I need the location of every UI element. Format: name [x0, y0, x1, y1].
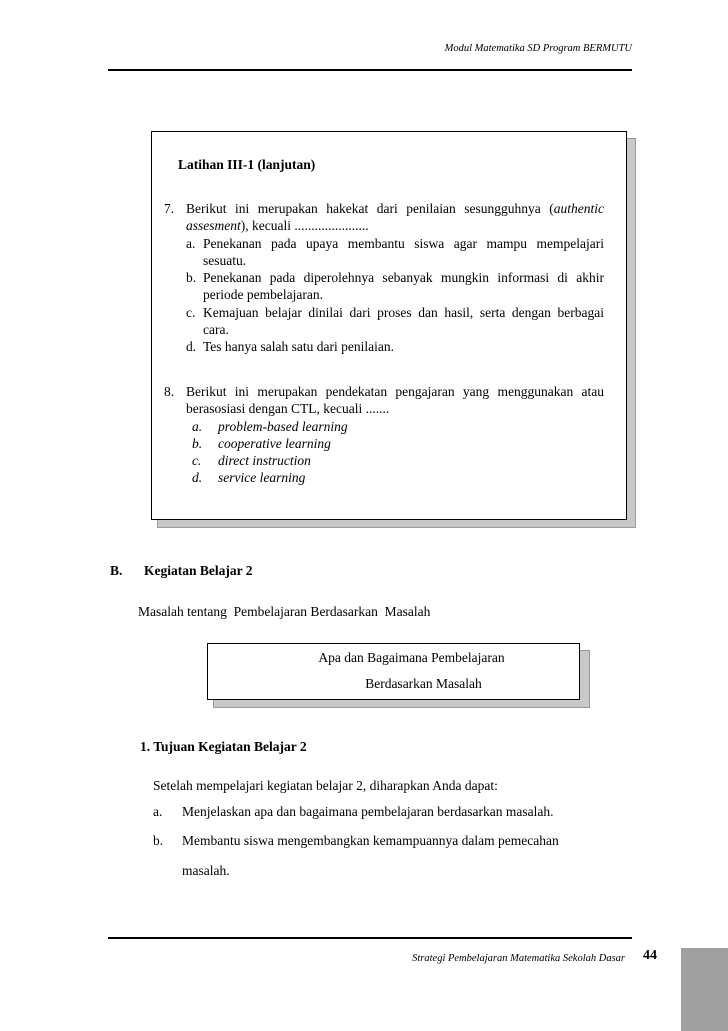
question-8	[164, 383, 604, 487]
option-letter: d.	[192, 470, 203, 486]
option-text: cooperative learning	[218, 435, 331, 451]
section-subtitle: Masalah tentang Pembelajaran Berdasarkan Masalah	[138, 604, 431, 619]
exercise-title: Latihan III-1 (lanjutan)	[178, 157, 316, 172]
page-number: 44	[643, 948, 657, 963]
topic-box	[207, 643, 580, 700]
section-b-heading	[110, 563, 253, 579]
option-text: Penekanan pada upaya membantu siswa agar mampu mempelajari sesuatu.	[203, 235, 604, 268]
option-letter: a.	[186, 235, 196, 251]
option-a	[192, 418, 604, 435]
option-text: problem-based learning	[218, 418, 348, 434]
option-b	[192, 435, 604, 452]
objective-a	[153, 799, 553, 825]
objective-letter: a.	[153, 804, 163, 819]
stem-text-end: ), kecuali ......................	[240, 218, 369, 234]
option-letter: b.	[186, 270, 197, 286]
option-letter: c.	[192, 453, 202, 469]
question-stem	[186, 200, 604, 235]
option-d	[186, 338, 604, 355]
stem-italic-term: authentic assesment	[186, 201, 604, 234]
stem-text: Berikut ini merupakan hakekat dari penilaian sesungguhnya (	[186, 201, 554, 216]
option-a	[186, 235, 604, 270]
subsection-heading: 1. Tujuan Kegiatan Belajar 2	[140, 739, 307, 754]
option-letter: d.	[186, 339, 197, 355]
topic-line-1: Apa dan Bagaimana Pembelajaran	[318, 650, 505, 665]
footer-rule	[108, 937, 632, 939]
running-footer: Strategi Pembelajaran Matematika Sekolah Dasar	[412, 953, 625, 964]
objectives-intro: Setelah mempelajari kegiatan belajar 2, diharapkan Anda dapat:	[153, 778, 498, 793]
objective-text-continued: masalah.	[182, 863, 230, 878]
question-number: 7.	[164, 201, 175, 216]
option-c	[186, 304, 604, 339]
topic-line-2: Berdasarkan Masalah	[365, 676, 482, 691]
option-b	[186, 269, 604, 304]
option-letter: a.	[192, 418, 203, 434]
option-c	[192, 452, 604, 469]
option-d	[192, 469, 604, 486]
option-text: Tes hanya salah satu dari penilaian.	[203, 339, 394, 355]
option-letter: c.	[186, 304, 196, 320]
objective-b	[153, 828, 559, 884]
question-stem: Berikut ini merupakan pendekatan pengajaran yang menggunakan atau berasosiasi dengan CTL, kecuali .......	[186, 384, 604, 417]
objective-text: Membantu siswa mengembangkan kemampuannya dalam pemecahan	[182, 833, 559, 848]
running-header: Modul Matematika SD Program BERMUTU	[444, 43, 632, 54]
option-text: Penekanan pada diperolehnya sebanyak mungkin informasi di akhir periode pembelajaran.	[203, 270, 604, 303]
question-number: 8.	[164, 384, 175, 399]
option-letter: b.	[192, 435, 203, 451]
header-rule	[108, 69, 632, 71]
question-7	[164, 200, 604, 356]
objective-letter: b.	[153, 833, 164, 848]
page-edge-tab	[681, 948, 728, 1031]
section-title: Kegiatan Belajar 2	[144, 563, 253, 578]
option-text: direct instruction	[218, 453, 311, 469]
option-text: Kemajuan belajar dinilai dari proses dan hasil, serta dengan berbagai cara.	[203, 304, 604, 338]
section-letter: B.	[110, 563, 123, 578]
objective-text: Menjelaskan apa dan bagaimana pembelajaran berdasarkan masalah.	[182, 804, 554, 819]
option-text: service learning	[218, 470, 306, 486]
